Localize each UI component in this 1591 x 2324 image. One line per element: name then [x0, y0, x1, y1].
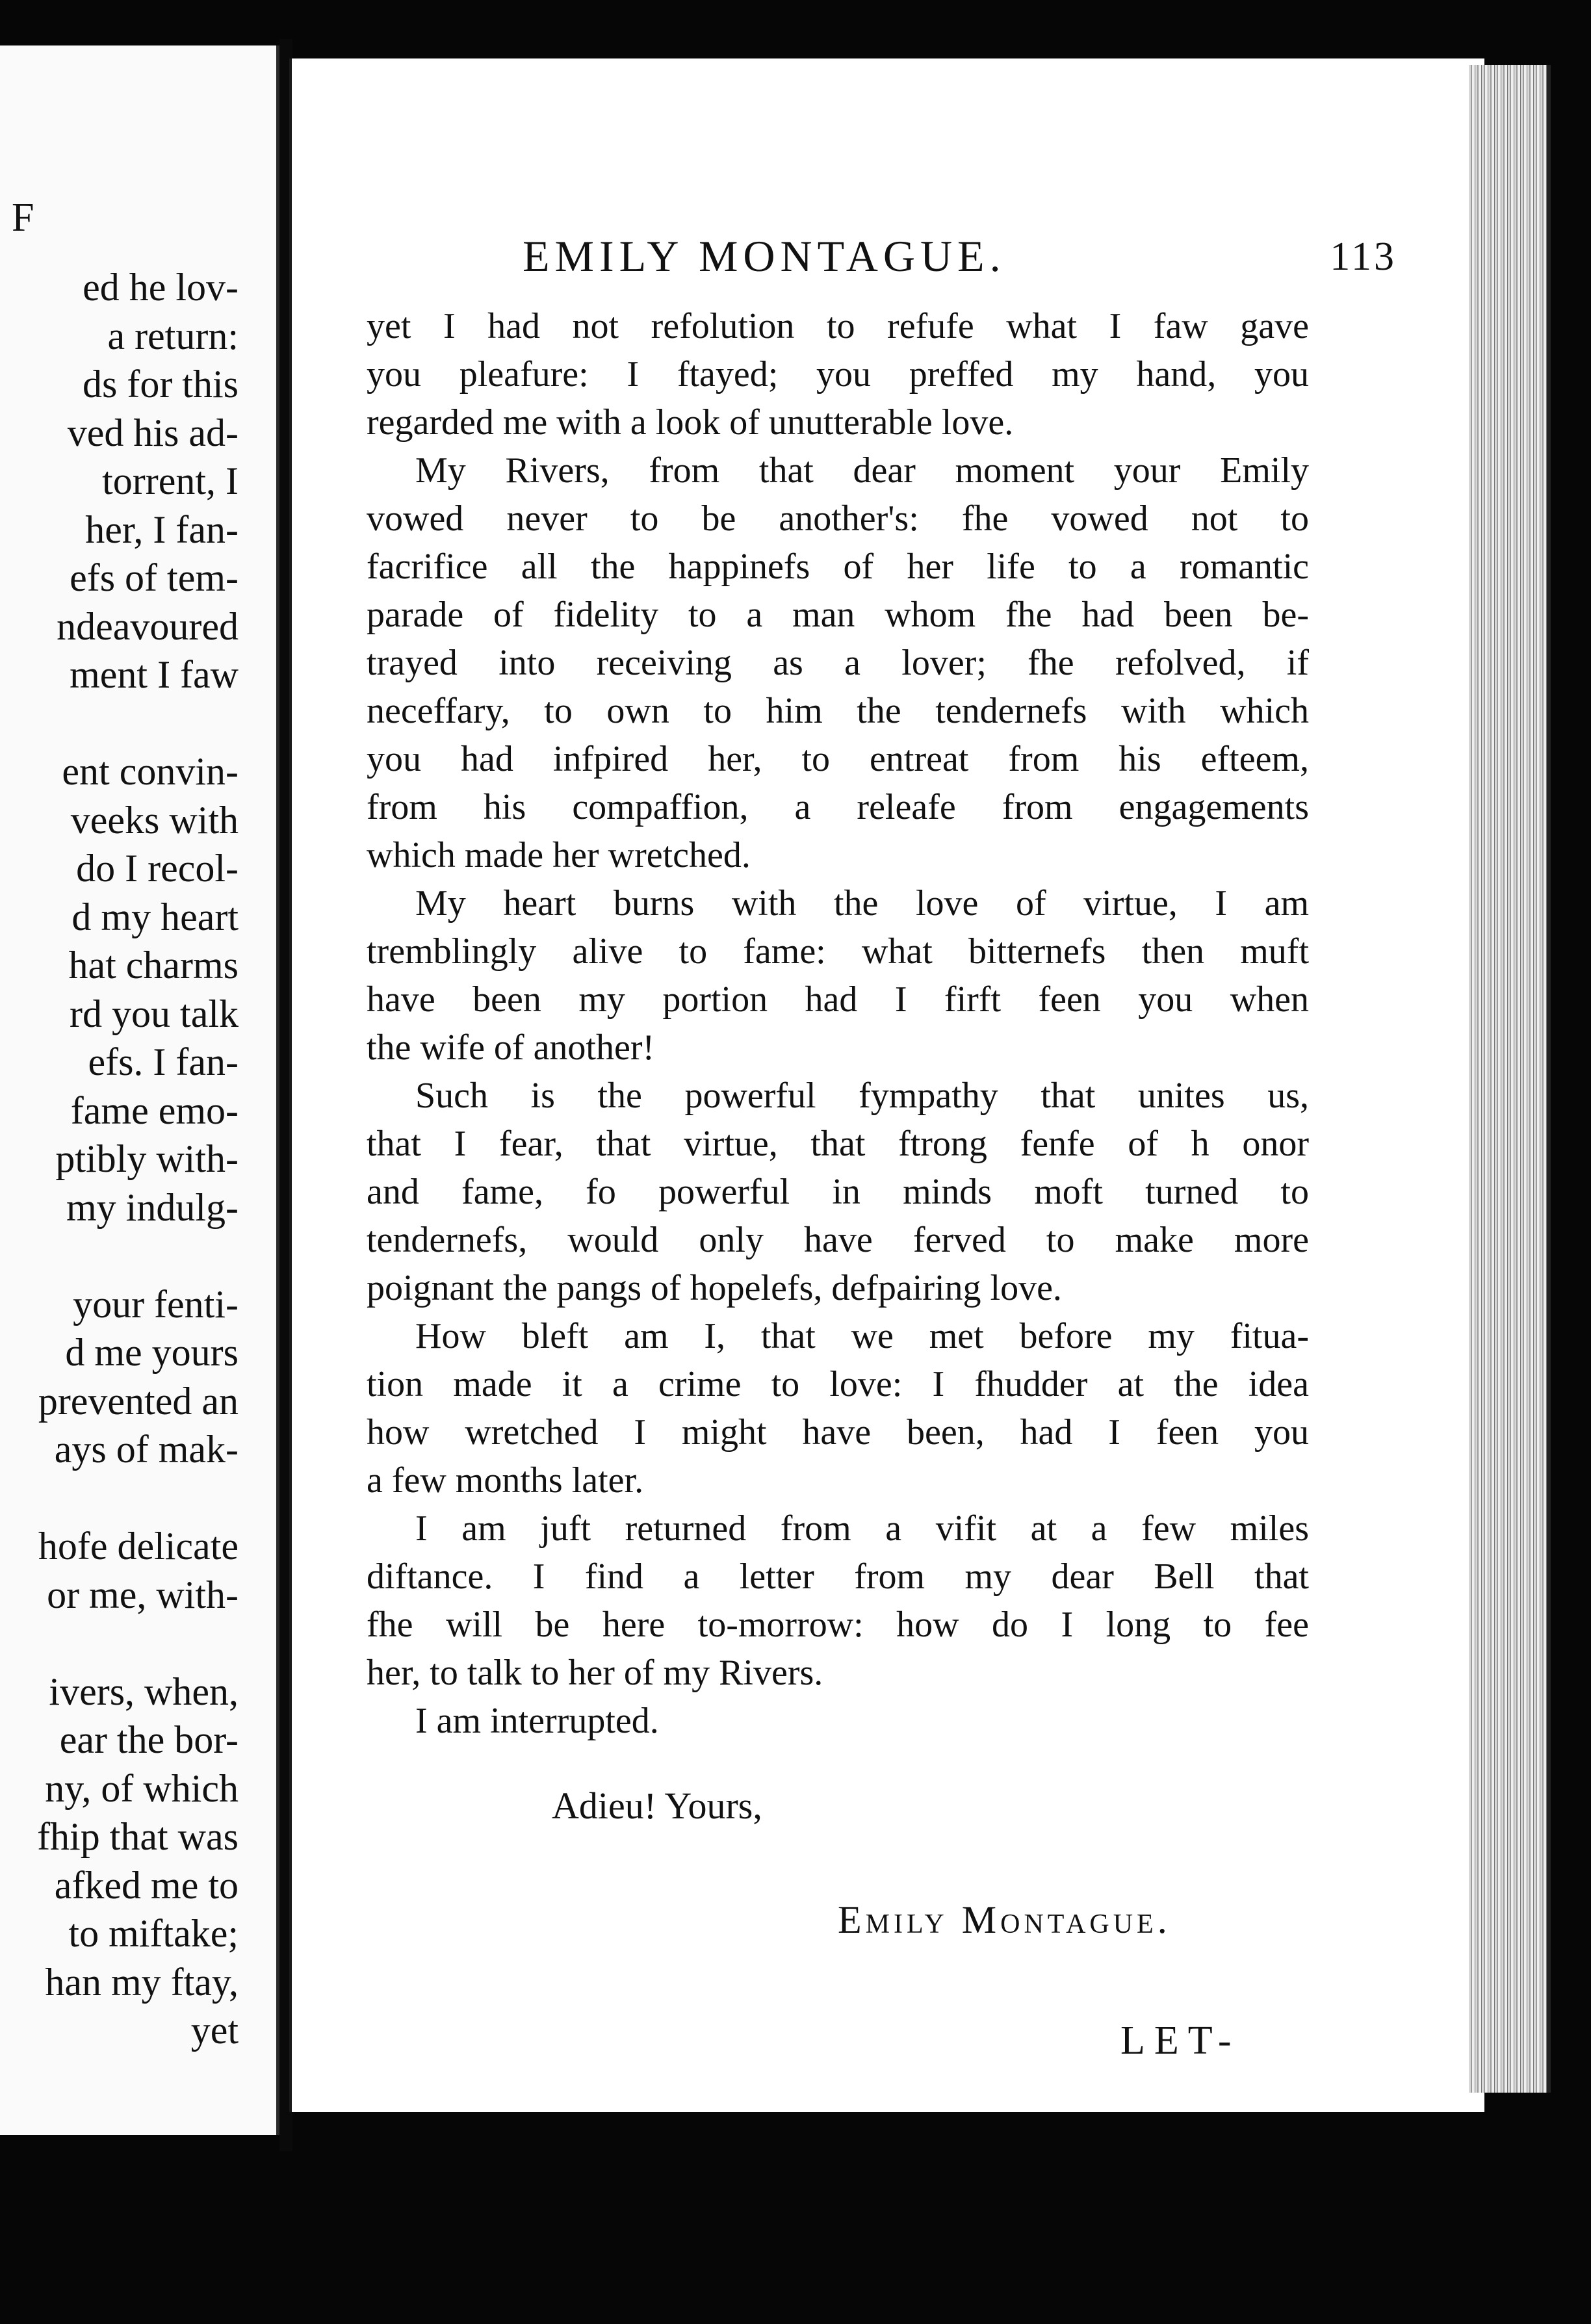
left-page-running-head: F [12, 196, 34, 240]
body-text-line: My heart burns with the love of virtue, I am [415, 883, 1309, 923]
left-page-line: efs of tem- [70, 556, 239, 599]
body-text-line: vowed never to be another's: fhe vowed not to [367, 498, 1309, 539]
left-page-line: a return: [107, 314, 239, 357]
body-text-line: yet I had not refolution to refufe what I faw gave [367, 306, 1309, 346]
body-text [367, 302, 1309, 1745]
body-text-line: trayed into receiving as a lover; fhe refolved, if [367, 643, 1309, 683]
left-page-line: fhip that was [37, 1815, 239, 1858]
body-text-line: you had infpired her, to entreat from his efteem, [367, 739, 1309, 779]
body-text-line: My Rivers, from that dear moment your Emily [415, 450, 1309, 491]
left-page-line: ment I faw [70, 653, 239, 696]
body-text-line: a few months later. [367, 1460, 644, 1501]
left-page-line: ear the bor- [59, 1718, 239, 1761]
body-text-line: poignant the pangs of hopelefs, defpairing love. [367, 1268, 1062, 1308]
left-page-line: torrent, I [102, 459, 239, 502]
left-page-line: or me, with- [47, 1573, 239, 1616]
body-text-line: and fame, fo powerful in minds moft turned to [367, 1172, 1309, 1212]
left-page-line: ays of mak- [54, 1428, 239, 1471]
left-page-line: ny, of which [45, 1766, 239, 1810]
page-fore-edge [1469, 65, 1551, 2093]
left-page-line: do I recol- [76, 847, 239, 890]
letter-signature: Emily Montague. [838, 1898, 1171, 1941]
left-page-line: her, I fan- [85, 508, 239, 551]
body-text-line: which made her wretched. [367, 835, 751, 875]
page-number: 113 [1330, 235, 1397, 279]
left-page-line: rd you talk [70, 992, 239, 1035]
body-text-line: I am interrupted. [415, 1701, 659, 1741]
left-page-line: ndeavoured [57, 604, 239, 648]
left-page-line: to miftake; [68, 1912, 239, 1955]
body-text-line: you pleafure: I ftayed; you preffed my hand, you [367, 354, 1309, 394]
left-page-line: afked me to [54, 1863, 239, 1907]
left-page-line: prevented an [38, 1379, 239, 1423]
body-text-line: Such is the powerful fympathy that unites us, [415, 1076, 1309, 1116]
body-text-line: the wife of another! [367, 1027, 655, 1068]
body-text-line: that I fear, that virtue, that ftrong fenfe of h onor [367, 1124, 1309, 1164]
body-text-line: neceffary, to own to him the tendernefs with which [367, 691, 1309, 731]
left-page-line: veeks with [70, 798, 239, 842]
body-text-line: tremblingly alive to fame: what bitternefs then muft [367, 931, 1309, 972]
left-page-line: hat charms [68, 944, 239, 987]
body-text-line: tion made it a crime to love: I fhudder at the idea [367, 1364, 1309, 1404]
body-text-line: parade of fidelity to a man whom fhe had been be- [367, 595, 1309, 635]
left-page-line: ivers, when, [49, 1670, 239, 1713]
left-page-line: d me yours [65, 1331, 239, 1374]
right-page [289, 58, 1484, 2112]
body-text-line: diftance. I find a letter from my dear Bell that [367, 1556, 1309, 1597]
left-page-line: ved his ad- [67, 411, 239, 454]
body-text-line: tendernefs, would only have ferved to make more [367, 1220, 1309, 1260]
body-text-line: from his compaffion, a releafe from engagements [367, 787, 1309, 827]
left-page-line: your fenti- [73, 1282, 239, 1326]
left-page-line: hofe delicate [38, 1525, 239, 1568]
body-text-line: How bleft am I, that we met before my fitua- [415, 1316, 1309, 1356]
left-page-line: yet [190, 2009, 239, 2052]
left-page-line: ed he lov- [83, 266, 239, 309]
left-page [0, 45, 279, 2135]
body-text-line: facrifice all the happinefs of her life to a romantic [367, 547, 1309, 587]
letter-signoff: Adieu! Yours, [552, 1785, 762, 1827]
left-page-line: d my heart [71, 895, 239, 938]
left-page-line: ent convin- [62, 750, 239, 793]
left-page-line: ds for this [83, 363, 239, 406]
body-text-line: have been my portion had I firft feen you when [367, 979, 1309, 1020]
body-text-line: fhe will be here to-morrow: how do I long to fee [367, 1605, 1309, 1645]
running-head: EMILY MONTAGUE. [523, 231, 1006, 281]
left-page-line: my indulg- [66, 1185, 239, 1229]
body-text-line: regarded me with a look of unutterable love. [367, 402, 1014, 443]
body-text-line: her, to talk to her of my Rivers. [367, 1653, 823, 1693]
catchword: LET- [1120, 2019, 1241, 2063]
body-text-line: I am juft returned from a vifit at a few miles [415, 1508, 1309, 1549]
left-page-line: efs. I fan- [88, 1040, 239, 1083]
left-page-line: ptibly with- [55, 1137, 239, 1180]
left-page-line: fame emo- [70, 1089, 239, 1132]
body-text-line: how wretched I might have been, had I feen you [367, 1412, 1309, 1452]
left-page-line: han my ftay, [45, 1960, 239, 2004]
